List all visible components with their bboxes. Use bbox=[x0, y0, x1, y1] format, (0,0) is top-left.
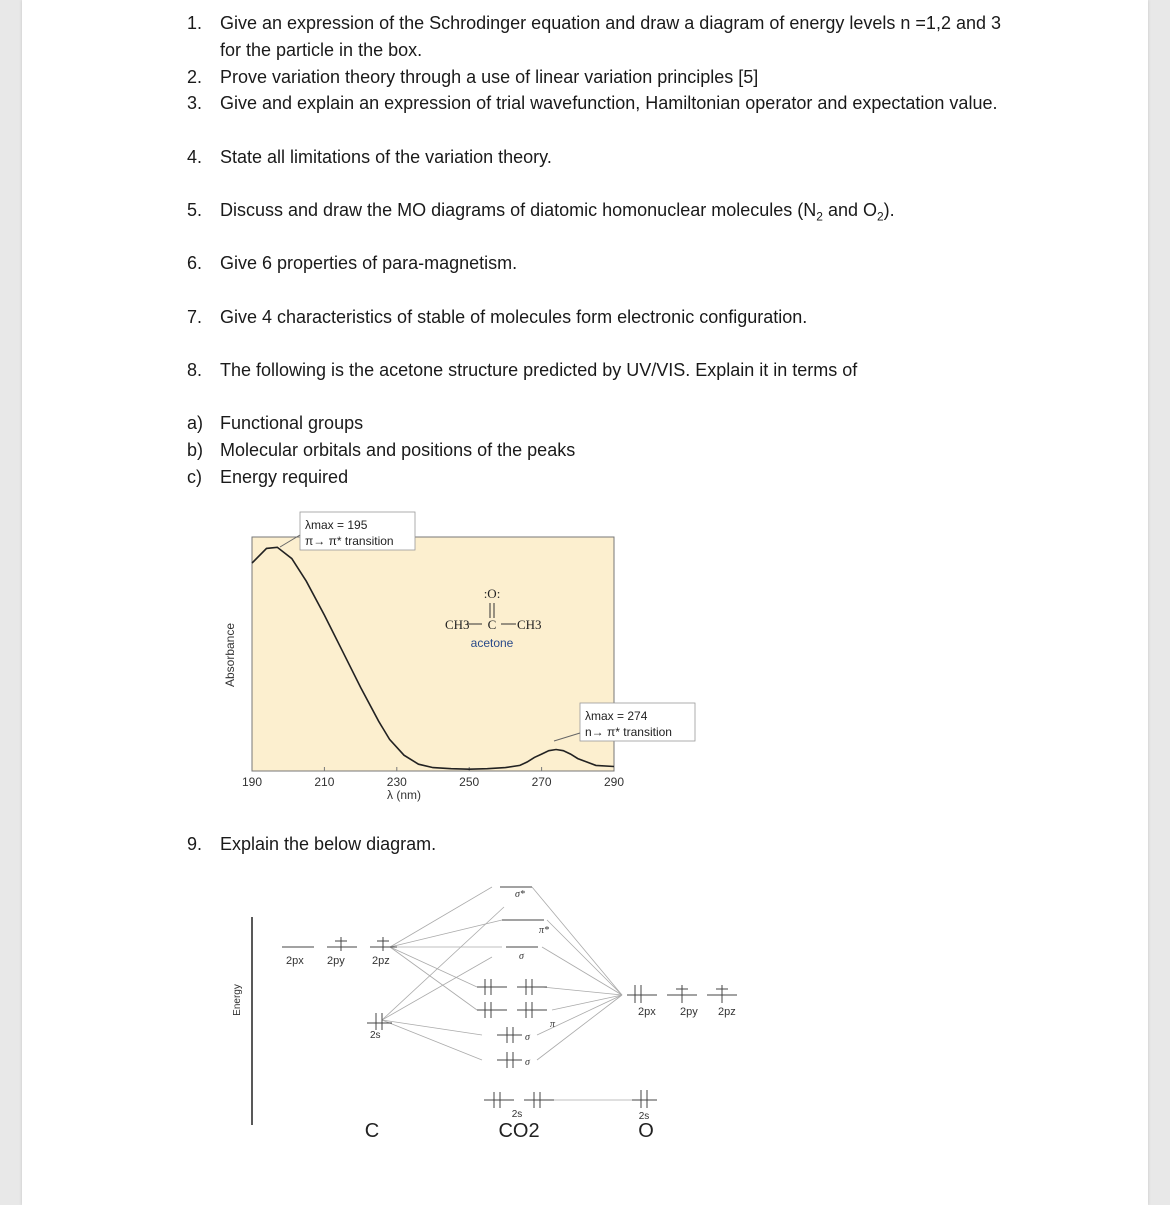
question-text: Give 4 characteristics of stable of molecules form electronic configuration. bbox=[220, 307, 808, 327]
question-text: Give an expression of the Schrodinger equation and draw a diagram of energy levels n =1,2 and 3 for the particle in the box. bbox=[220, 13, 1001, 60]
y-axis-label: Absorbance bbox=[223, 622, 237, 688]
carbon-2p-levels bbox=[282, 937, 397, 951]
document-page bbox=[22, 0, 1148, 1205]
carbon-2px-label: 2px bbox=[286, 955, 304, 967]
x-axis-label: λ (nm) bbox=[387, 788, 421, 802]
oxygen-atom-label: O bbox=[638, 1120, 654, 1142]
question-number: 4. bbox=[187, 147, 203, 167]
x-tick-label: 290 bbox=[603, 775, 625, 789]
question-text: Give and explain an expression of trial wavefunction, Hamiltonian operator and expectation value. bbox=[220, 93, 998, 113]
question-number: 1. bbox=[187, 13, 203, 33]
left-correlation-lines bbox=[382, 887, 504, 1060]
carbon-2py-label: 2py bbox=[327, 955, 345, 967]
question-text: Functional groups bbox=[220, 413, 364, 433]
x-tick-label: 210 bbox=[314, 775, 335, 789]
carbon-2pz-label: 2pz bbox=[372, 955, 390, 967]
uv-vis-chart bbox=[212, 505, 712, 810]
pi-bonding-label: π bbox=[550, 1019, 556, 1030]
carbon-atom-label: C bbox=[364, 1120, 380, 1142]
oxygen-2px-label: 2px bbox=[638, 1006, 656, 1018]
right-correlation-lines bbox=[532, 887, 632, 1100]
question-number: 5. bbox=[187, 200, 203, 220]
question-text: Energy required bbox=[220, 467, 349, 487]
co2-mo-levels bbox=[477, 887, 554, 1108]
x-tick-label: 270 bbox=[531, 775, 552, 789]
question-number: a) bbox=[187, 413, 204, 433]
sigma-bonding-label-1: σ bbox=[525, 1032, 530, 1043]
question-text: Explain the below diagram. bbox=[220, 834, 437, 854]
carbon-2s-level bbox=[367, 1013, 392, 1030]
co2-mo-diagram bbox=[222, 875, 742, 1150]
peak2-lambda-label: λmax = 274 bbox=[585, 709, 648, 723]
acetone-carbonyl-carbon: C bbox=[487, 617, 497, 632]
question-number: 8. bbox=[187, 360, 203, 380]
question-number: 3. bbox=[187, 93, 203, 113]
question-number: 6. bbox=[187, 253, 203, 273]
pi-star-label: π* bbox=[539, 925, 550, 936]
question-text: Discuss and draw the MO diagrams of diatomic homonuclear molecules ($N_2$ and $O_2$). bbox=[220, 200, 895, 224]
peak1-transition-label: π→ π* transition bbox=[305, 534, 394, 548]
question-text: Molecular orbitals and positions of the peaks bbox=[220, 440, 576, 460]
question-number: b) bbox=[187, 440, 204, 460]
energy-label: Energy bbox=[232, 984, 243, 1016]
sigma-bonding-label-2: σ bbox=[525, 1057, 530, 1068]
oxygen-2py-label: 2py bbox=[680, 1006, 698, 1018]
co2-molecule-label: CO2 bbox=[498, 1120, 540, 1142]
oxygen-2s-level bbox=[632, 1090, 657, 1108]
question-text: State all limitations of the variation theory. bbox=[220, 147, 552, 167]
co2-2s-label: 2s bbox=[511, 1109, 523, 1120]
question-text: The following is the acetone structure predicted by UV/VIS. Explain it in terms of bbox=[220, 360, 858, 380]
sigma-star-label: σ* bbox=[515, 889, 525, 900]
question-text: Give 6 properties of para-magnetism. bbox=[220, 253, 518, 273]
question-number: 7. bbox=[187, 307, 203, 327]
x-tick-label: 250 bbox=[459, 775, 480, 789]
acetone-name: acetone bbox=[470, 636, 514, 650]
question-text: Prove variation theory through a use of linear variation principles [5] bbox=[220, 67, 759, 87]
acetone-oxygen: :O: bbox=[483, 586, 501, 601]
carbon-2s-label: 2s bbox=[370, 1030, 381, 1041]
question-number: c) bbox=[187, 467, 202, 487]
question-number: 9. bbox=[187, 834, 203, 854]
peak2-transition-label: n→ π* transition bbox=[585, 725, 672, 739]
acetone-left-methyl: CH3 bbox=[445, 617, 470, 632]
sigma-nonbonding-label: σ bbox=[519, 951, 524, 962]
question-number: 2. bbox=[187, 67, 203, 87]
x-tick-label: 190 bbox=[241, 775, 263, 789]
acetone-right-methyl: CH3 bbox=[517, 617, 542, 632]
peak1-lambda-label: λmax = 195 bbox=[305, 518, 368, 532]
oxygen-2s-label: 2s bbox=[638, 1111, 650, 1122]
x-tick-label: 230 bbox=[386, 775, 407, 789]
oxygen-2p-levels bbox=[627, 985, 737, 1003]
plot-background bbox=[252, 537, 614, 771]
oxygen-2pz-label: 2pz bbox=[718, 1006, 736, 1018]
